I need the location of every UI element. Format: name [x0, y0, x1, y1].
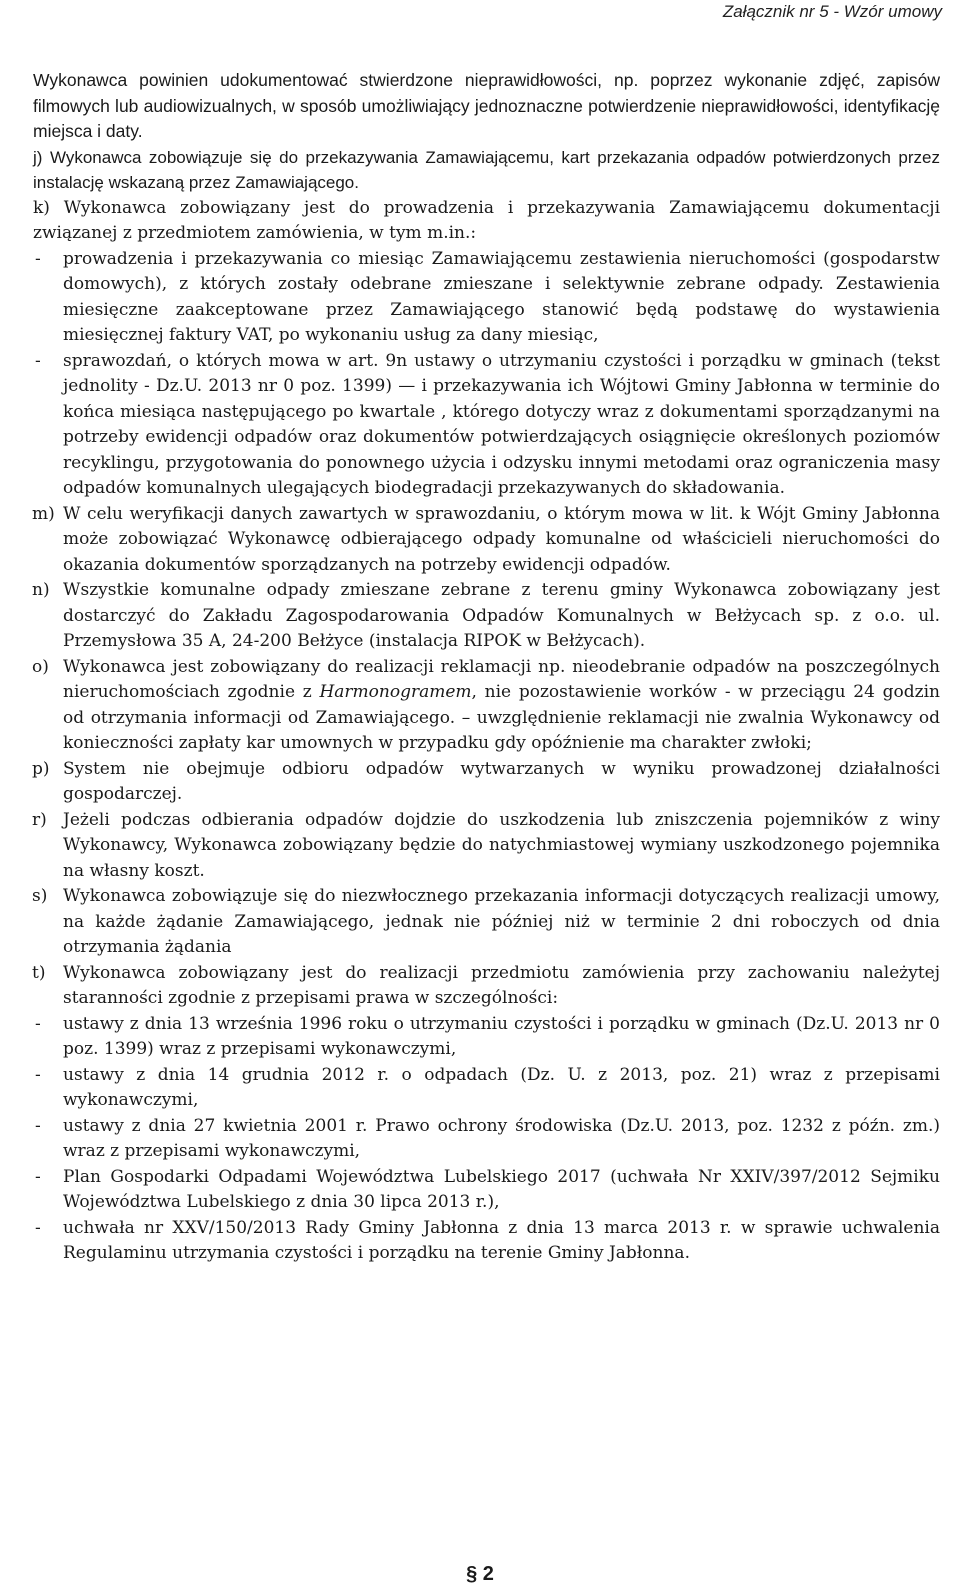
- item-text-italic: Harmonogramem: [319, 682, 472, 702]
- item-label: p): [32, 758, 50, 779]
- item-m: [33, 502, 940, 579]
- item-label: s): [32, 886, 48, 906]
- item-text: Wykonawca zobowiązany jest do realizacji przedmiotu zamówienia przy zachowaniu należytej staranności zgodnie z przepisami prawa w szczególności:: [63, 962, 940, 1008]
- item-text: Jeżeli podczas odbierania odpadów dojdzie do uszkodzenia lub zniszczenia pojemników z winy Wykonawcy, Wykonawca zobowiązany będzie do natychmiastowej wymiany uszkodzonego pojemnika na własny koszt.: [63, 809, 940, 881]
- list-item: [33, 1165, 940, 1216]
- dash-marker: -: [35, 350, 41, 371]
- item-label: m): [32, 503, 55, 524]
- item-k: [33, 196, 940, 247]
- list-item: [33, 1114, 940, 1165]
- dash-marker: -: [35, 1166, 41, 1187]
- section-heading: § 2: [466, 1563, 494, 1585]
- item-text: Wykonawca zobowiązany jest do prowadzenia i przekazywania Zamawiającemu dokumentacji związanej z przedmiotem zamówienia, w tym m.in.:: [33, 197, 941, 243]
- item-label: o): [32, 656, 49, 677]
- list-item: [33, 349, 940, 502]
- dash-marker: -: [35, 1013, 41, 1034]
- item-o: [33, 655, 940, 757]
- item-text: Wykonawca zobowiązuje się do przekazywania Zamawiającemu, kart przekazania odpadów potwierdzonych przez instalację wskazaną przez Zamawiającego.: [33, 147, 940, 192]
- attachment-label: Załącznik nr 5 - Wzór umowy: [722, 2, 942, 21]
- list-item-text: ustawy z dnia 27 kwietnia 2001 r. Prawo ochrony środowiska (Dz.U. 2013, poz. 1232 z późn. zm.) wraz z przepisami wykonawczymi,: [63, 1115, 940, 1161]
- dash-marker: -: [35, 1115, 41, 1136]
- list-item: [33, 1063, 940, 1114]
- item-s: [33, 884, 940, 961]
- item-p: [33, 757, 940, 808]
- item-text-after: , nie pozostawienie worków - w przeciągu 24 godzin od otrzymania informacji od Zamawiającego. – uwzględnienie reklamacji nie zwalnia Wykonawcy od konieczności zapłaty kar umownych w przypadku gdy opóźnienie ma charakter zwłoki;: [63, 682, 940, 753]
- item-label: k): [33, 197, 50, 218]
- dash-marker: -: [35, 1064, 41, 1085]
- dash-marker: -: [35, 248, 41, 269]
- item-label: r): [32, 809, 47, 830]
- item-text: System nie obejmuje odbioru odpadów wytwarzanych w wyniku prowadzonej działalności gospodarczej.: [63, 758, 940, 804]
- list-item: [33, 1216, 940, 1267]
- item-label: j): [33, 147, 43, 167]
- item-t: [33, 961, 940, 1012]
- dash-marker: -: [35, 1217, 41, 1238]
- item-r: [33, 808, 940, 885]
- intro-paragraph: Wykonawca powinien udokumentować stwierdzone nieprawidłowości, np. poprzez wykonanie zdjęć, zapisów filmowych lub audiowizualnych, w sposób umożliwiający jednoznaczne potwierdzenie nieprawidłowości, identyfikację miejsca i daty.: [33, 70, 940, 141]
- list-item-text: ustawy z dnia 14 grudnia 2012 r. o odpadach (Dz. U. z 2013, poz. 21) wraz z przepisami wykonawczymi,: [63, 1064, 940, 1110]
- item-text-before: Wykonawca jest zobowiązany do realizacji reklamacji np. nieodebranie odpadów na poszczególnych nieruchomościach zgodnie z: [63, 656, 940, 702]
- item-text: W celu weryfikacji danych zawartych w sprawozdaniu, o którym mowa w lit. k Wójt Gminy Jabłonna może zobowiązać Wykonawcę odbierającego odpady komunalne od właścicieli nieruchomości do okazania dokumentów sporządzanych na potrzeby ewidencji odpadów.: [63, 503, 940, 575]
- list-item: [33, 247, 940, 349]
- document-body: [33, 68, 940, 1267]
- item-n: [33, 578, 940, 655]
- list-item: [33, 1012, 940, 1063]
- list-item-text: ustawy z dnia 13 września 1996 roku o utrzymaniu czystości i porządku w gminach (Dz.U. 2013 nr 0 poz. 1399) wraz z przepisami wykonawczymi,: [63, 1013, 940, 1059]
- list-item-text: uchwała nr XXV/150/2013 Rady Gminy Jabłonna z dnia 13 marca 2013 r. w sprawie uchwalenia Regulaminu utrzymania czystości i porządku na terenie Gminy Jabłonna.: [63, 1217, 940, 1263]
- item-text: Wszystkie komunalne odpady zmieszane zebrane z terenu gminy Wykonawca zobowiązany jest dostarczyć do Zakładu Zagospodarowania Odpadów Komunalnych w Bełżycach sp. z o.o. ul. Przemysłowa 35 A, 24-200 Bełżyce (instalacja RIPOK w Bełżycach).: [63, 580, 940, 651]
- item-j: [33, 145, 940, 196]
- item-label: t): [32, 962, 46, 983]
- item-label: n): [32, 580, 50, 600]
- list-item-text: sprawozdań, o których mowa w art. 9n ustawy o utrzymaniu czystości i porządku w gminach (tekst jednolity - Dz.U. 2013 nr 0 poz. 1399) — i przekazywania ich Wójtowi Gminy Jabłonna w terminie do końca miesiąca następującego po kwartale , którego dotyczy wraz z dokumentami sporządzanymi na potrzeby ewidencji odpadów oraz dokumentów potwierdzających osiągnięcie określonych poziomów recyklingu, przygotowania do ponownego użycia i odzysku innymi metodami oraz ograniczenia masy odpadów komunalnych ulegających biodegradacji przekazywanych do składowania.: [63, 350, 940, 498]
- list-item-text: prowadzenia i przekazywania co miesiąc Zamawiającemu zestawienia nieruchomości (gospodarstw domowych), z których zostały odebrane zmieszane i selektywnie zebrane odpady. Zestawienia miesięczne zaakceptowane przez Zamawiającego stanowić będą podstawę do wystawienia miesięcznej faktury VAT, po wykonaniu usług za dany miesiąc,: [63, 248, 940, 345]
- item-text: Wykonawca zobowiązuje się do niezwłocznego przekazania informacji dotyczących realizacji umowy, na każde żądanie Zamawiającego, jednak nie później niż w terminie 2 dni roboczych od dnia otrzymania żądania: [63, 886, 940, 957]
- list-item-text: Plan Gospodarki Odpadami Województwa Lubelskiego 2017 (uchwała Nr XXIV/397/2012 Sejmiku Województwa Lubelskiego z dnia 30 lipca 2013 r.),: [63, 1166, 940, 1212]
